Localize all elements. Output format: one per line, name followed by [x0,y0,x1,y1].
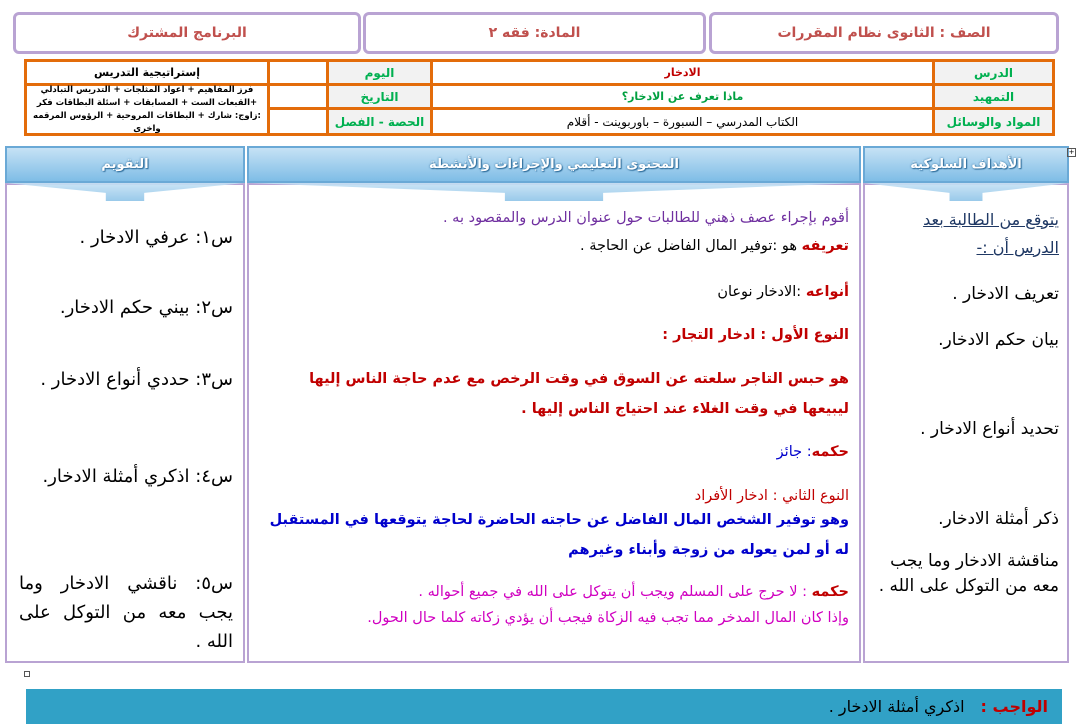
content-type-1: النوع الأول : ادخار التجار : [662,327,849,343]
types-label: أنواعه [805,284,849,300]
grade-box [709,12,1059,54]
materials-value: الكتاب المدرسي – السبورة – باوربوينت - أقلام [433,110,932,133]
objective-5: مناقشة الادخار وما يجب معه من التوكل على الله . [878,551,1059,596]
question-3: س٣: حددي أنواع الادخار . [40,369,233,390]
definition-text: هو :توفير المال الفاضل عن الحاجة . [580,238,802,254]
strategy-title: إستراتيجية التدريس [27,62,267,83]
day-value[interactable] [270,62,326,83]
question-4: س٤: اذكري أمثلة الادخار. [42,466,233,487]
date-label: التاريخ [329,86,430,107]
objective-1: تعريف الادخار . [952,284,1059,304]
objectives-intro-1: يتوقع من الطالبة بعد [923,210,1059,229]
intro-label: التمهيد [935,86,1052,107]
content-definition [580,235,849,257]
objective-4: ذكر أمثلة الادخار. [938,509,1059,529]
program-box [13,12,361,54]
strategy-text: فرز المفاهيم + اعواد المثلجات + التدريس التبادلي +القبعات الست + المسابقات + اسئلة البطاقات فكر :زاوج: شارك + البطاقات المروحية + الرؤوس المرقمه واخرى [27,86,267,133]
lesson-info-table [24,59,1055,136]
evaluation-title: التقويم [101,157,149,172]
period-label: الحصة - الفصل [329,110,430,133]
content-type-1-line-1: هو حبس التاجر سلعته عن السوق في وقت الرخص مع عدم حاجة الناس إليها [309,371,849,387]
objectives-column [863,183,1069,663]
content-title: المحتوى التعليمي والإجراءات والأنشطة [429,157,680,172]
content-ruling-2 [418,581,849,603]
objective-2: بيان حكم الادخار. [938,330,1059,350]
question-5: س٥: ناقشي الادخار وما يجب معه من التوكل على الله . [19,573,233,652]
homework-label: الواجب : [980,697,1048,716]
homework-bar [26,689,1062,724]
content-type-2-line-1: وهو توفير الشخص المال الفاضل عن حاجته الحاضرة لحاجة يتوقعها في المستقبل [269,512,849,528]
question-1: س١: عرفي الادخار . [79,227,233,248]
evaluation-column [5,183,245,663]
content-type-2-line-2: له أو لمن يعوله من زوجة وأبناء وغيرهم [568,542,849,558]
materials-label: المواد والوسائل [935,110,1052,133]
objectives-title: الأهداف السلوكية [910,157,1022,172]
content-type-2: النوع الثاني : ادخار الأفراد [694,488,849,504]
ruling-1-text: : جائز [776,444,812,460]
ruling-2-label: حكمه [811,584,849,600]
ruling-2-text: : لا حرج على المسلم ويجب أن يتوكل على الله في جميع أحواله . [418,584,812,600]
definition-label: تعريفه [801,238,849,254]
content-type-1-line-2: ليبيعها في وقت الغلاء عند احتياج الناس إليها . [521,401,849,417]
types-text: :الادخار نوعان [717,284,806,300]
content-brainstorm: أقوم بإجراء عصف ذهني للطالبات حول عنوان الدرس والمقصود به . [442,210,849,226]
question-2: س٢: بيني حكم الادخار. [59,297,233,318]
paragraph-marker-icon [24,671,30,677]
objective-3: تحديد أنواع الادخار . [920,419,1059,439]
period-value[interactable] [270,110,326,133]
objectives-header [863,146,1069,183]
content-header [247,146,861,183]
homework-text: اذكري أمثلة الادخار . [828,697,965,716]
table-move-handle-icon[interactable]: + [1068,148,1075,156]
day-label: اليوم [329,62,430,83]
lesson-value: الادخار [433,62,932,83]
content-ruling-1 [777,441,849,463]
objectives-intro-2: الدرس أن :- [976,238,1059,257]
subject-label: المادة: فقه ٢ [488,25,581,41]
lesson-label: الدرس [935,62,1052,83]
evaluation-header [5,146,245,183]
grade-label: الصف : الثانوى نظام المقررات [777,25,991,41]
intro-value: ماذا تعرف عن الادخار؟ [433,86,932,107]
content-types [717,281,849,303]
program-label: البرنامج المشترك [127,25,247,41]
content-column [247,183,861,663]
subject-box [363,12,706,54]
date-value[interactable] [270,86,326,107]
ruling-1-label: حكمه [811,444,849,460]
content-ruling-2-line-2: وإذا كان المال المدخر مما تجب فيه الزكاة فيجب أن يؤدي زكاته كلما حال الحول. [367,610,849,626]
